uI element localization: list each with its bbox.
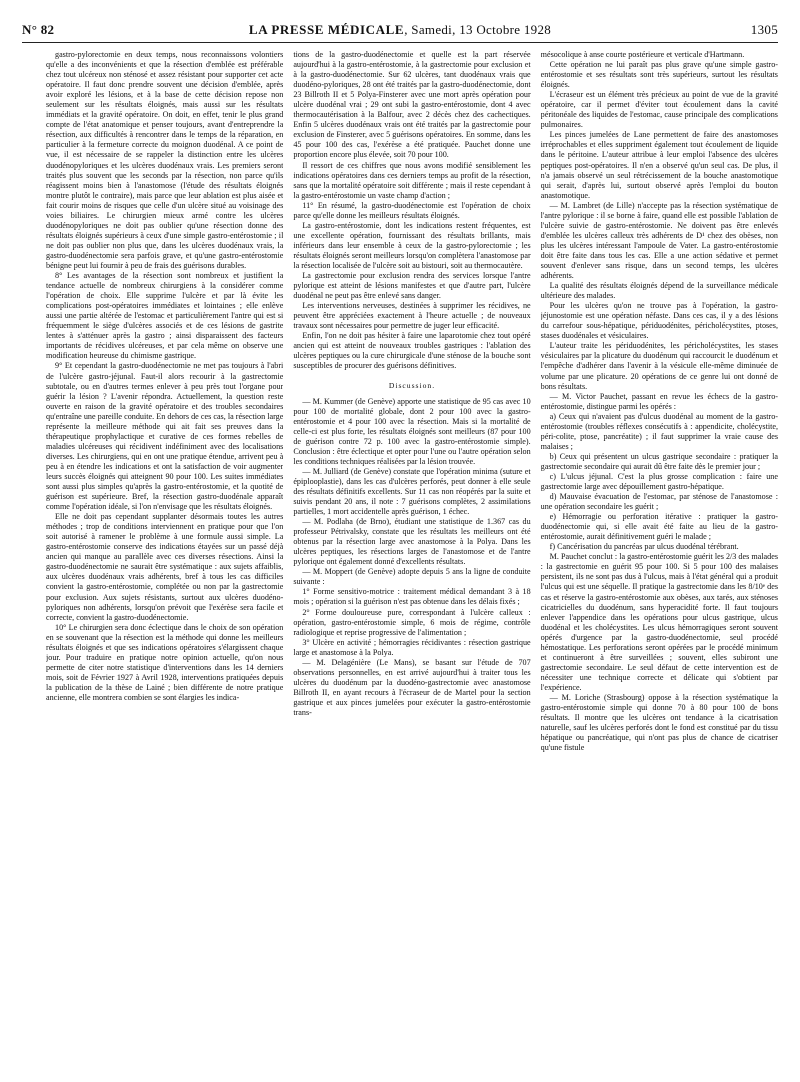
paragraph: 8° Les avantages de la résection sont nombreux et justifient la tendance actuelle de nombreux chirurgiens à la considérer comme l'opération de choix. Elle supprime l'ulcère et par là évite les complications post-opératoires immédiates et lointaines ; elle enlève aussi une partie altérée de l'estomac et particulièrement l'antre qui est si fréquemment le siège d'ulcères associés et de ces lésions de gastrite lentes à s'atténuer après la gastro ; ainsi disparaissent des facteurs importants de récidives ulcéreuses, et par cela même on observe une modification heureuse du chimisme gastrique. xyxy=(46,271,284,361)
masthead xyxy=(22,22,778,38)
paragraph: d) Mauvaise évacuation de l'estomac, par sténose de l'anastomose : une opération secondaire les guérit ; xyxy=(540,492,778,512)
publication-name: LA PRESSE MÉDICALE xyxy=(248,22,405,37)
discussion-paragraph: — M. Delagénière (Le Mans), se basant sur l'étude de 707 observations personnelles, en est arrivé aujourd'hui à traiter tous les ulcères du duodénum par la duodéno-gastrectomie avec anastomose Billroth II, en ayant recours à l'écraseur de de Martel pour la section gastrique et aux pinces jumelées pour exécuter la gastro-entérostomie trans- xyxy=(293,657,531,717)
discussion-paragraph: — M. Julliard (de Genève) constate que l'opération minima (suture et épiplooplastie), dans les cas d'ulcères perforés, peut donner à elle seule des résultats définitifs excellents. Sur 11 cas non réopérés par la suite et suivis pendant 20 ans, il note : 7 guérisons complètes, 2 assimilations partielles, 1 mort accidentelle après guérison, 1 échec. xyxy=(293,466,531,517)
paragraph: La gastro-entérostomie, dont les indications restent fréquentes, est une excellente opération, fournissant des résultats brillants, mais inférieurs dans leur ensemble à ceux de la gastro-pylorectomie ; les résultats éloignés seront meilleurs lorsqu'on complètera l'anastomose par la résection localisée de l'ulcère soit au bistouri, soit au thermocautère. xyxy=(293,220,531,270)
paragraph: — M. Lambret (de Lille) n'accepte pas la résection systématique de l'antre pylorique : il se borne à faire, quand elle est possible l'ablation de l'ulcère suivie de gastro-entérostomie. Ne doivent pas être enlevés d'emblée les ulcères calleux très adhérents de D¹ chez des obèses, non plus les ulcères intéressant l'ampoule de Vater. La gastro-entérostomie doit être faite dans tous les cas. Elle a une action sédative et permet souvent d'enlever sans risque, dans un second temps, les ulcères adhérents. xyxy=(540,200,778,281)
paragraph: Pour les ulcères qu'on ne trouve pas à l'opération, la gastro-jéjunostomie est une opération néfaste. Dans ces cas, il y a des lésions du carrefour sous-hépatique, périduodénites, péricholécystites, ptoses, stases duodénales et vésiculaires. xyxy=(540,301,778,341)
paragraph: mésocolique à anse courte postérieure et verticale d'Hartmann. xyxy=(540,50,745,59)
section-title: Discussion. xyxy=(388,380,436,390)
paragraph: gastro-pylorectomie en deux temps, nous reconnaissons volontiers qu'elle a des inconvénients et que la résection d'emblée est préférable chez tout ulcéreux non sténosé et assez résistant pour supporter cet acte opératoire. Il faut donc prendre souvent une décision d'emblée, après avoir exploré les lésions, et à la base de cette décision repose non seulement sur les résultats éloignés, mais aussi sur les résultats immédiats et la gravité opératoire. On doit, en effet, tenir le plus grand compte de l'état anatomique et penser toujours, avant d'entreprendre la résection, aux difficultés à rencontrer dans le temps de la réparation, en particulier à la fermeture correcte du moignon duodénal. A ce point de vue, il est nécessaire de se rappeler la distinction entre les ulcères duodénopyloriques et les ulcères duodénaux vrais. Les premiers seront traités plus souvent que les seconds par la résection, non parce qu'ils réagissent moins bien à l'anastomose (l'étude des résultats éloignés montre plutôt le contraire), mais parce que leur ablation est plus aisée et fait courir moins de risques que celle d'un ulcère situé au voisinage des voies biliaires. Le chirurgien mieux armé contre les ulcères duodénopyloriques ne doit pas oublier qu'une résection donne des résultats éloignés supérieurs à ceux d'une simple gastro-entérostomie ; il ne doit pas oublier non plus que, dans les ulcères duodénaux vrais, la gastro-duodénectomie sera parfois grave, et qu'une gastro-entérostomie bénigne peut lui fournir à peu de frais des guérisons durables. xyxy=(46,50,284,270)
article-columns xyxy=(46,50,778,1078)
paragraph: Enfin, l'on ne doit pas hésiter à faire une laparotomie chez tout opéré ancien qui est atteint de nouveaux troubles gastriques : l'ablation des ulcères peptiques ou la cure chirurgicale d'une sténose de la bouche sont susceptibles de procurer des guérisons définitives. xyxy=(293,331,531,371)
paragraph: c) L'ulcus jéjunal. C'est la plus grosse complication : faire une gastrectomie large avec dépouillement gastro-hépatique. xyxy=(540,471,778,492)
paragraph: b) Ceux qui présentent un ulcus gastrique secondaire : pratiquer la gastrectomie secondaire qui aurait dû être faite dès le premier jour ; xyxy=(540,451,778,471)
page-header xyxy=(22,20,778,43)
paragraph: La gastrectomie pour exclusion rendra des services lorsque l'antre pylorique est atteint de lésions manifestes et que d'autre part, l'ulcère duodénal ne peut pas être enlevé sans danger. xyxy=(293,271,531,301)
discussion-paragraph: 1° Forme sensitivo-motrice : traitement médical demandant 3 à 18 mois ; opération si la guérison n'est pas obtenue dans les délais fixés ; xyxy=(293,587,531,607)
paragraph: 11° En résumé, la gastro-duodénectomie est l'opération de choix parce qu'elle donne les meilleurs résultats éloignés. xyxy=(293,200,531,220)
paragraph: a) Ceux qui n'avaient pas d'ulcus duodénal au moment de la gastro-entérostomie (troubles réflexes consécutifs à : appendicite, cholécystite, péri-colite, ptose, pancréatite) ; il faut supprimer la vraie cause des malaises ; xyxy=(540,411,778,451)
paragraph: f) Cancérisation du pancréas par ulcus duodénal térébrant. xyxy=(549,542,739,552)
paragraph: — M. Loriche (Strasbourg) oppose à la résection systématique la gastro-entérostomie simple qui donne 70 à 80 pour 100 de bons résultats. Il montre que les ulcères ont tendance à la cicatrisation naturelle, sauf les ulcères perforés dont le fond est constitué par du tissu hépatique ou pancréatique, qui n'ont pas plus de chance de cicatriser qu'une fistule xyxy=(540,693,778,753)
paragraph: Les pinces jumelées de Lane permettent de faire des anastomoses irréprochables et elles suppriment également tout écoulement de liquide dans le péritoine. L'auteur attribue à leur emploi l'absence des ulcères peptiques post-opératoires. Il n'en a observé qu'un seul cas. De plus, il n'a jamais observé un seul rétrécissement de la bouche anastomotique qui serait, d'après lui, surtout observé après l'emploi du bouton anastomotique. xyxy=(540,130,778,200)
paragraph: Les interventions nerveuses, destinées à supprimer les récidives, ne peuvent être appréciées exactement à l'heure actuelle ; de nouveaux travaux sont nécessaires pour permettre de juger leur efficacité. xyxy=(293,301,531,331)
issue-number: N° 82 xyxy=(22,22,55,37)
paragraph: 9° Et cependant la gastro-duodénectomie ne met pas toujours à l'abri de l'ulcère gastro-jéjunal. Faut-il alors recourir à la gastrectomie subtotale, ou en d'autres termes enlever à peu près tout l'organe pour guérir la lésion ? L'avenir répondra. Actuellement, la question reste ouverte en raison de la gravité opératoire et des troubles secondaires qu'entraîne une pareille conduite. En dehors de ces cas, la résection large représente la meilleure méthode qui ait fait ses preuves dans la thérapeutique prophylactique et curative de ces formes rebelles de maladies ulcéreuses qui récidivent indéfiniment avec des localisations diverses. Les chirurgiens, qui en ont une pratique étendue, arrivent peu à peu à en étendre les indications et ont la satisfaction de voir augmenter leurs succès éloignés qui atteignent 90 pour 100. Les suites immédiates sont aussi plus simples qu'après la gastro-entérostomie, et la quotité de guérison est supérieure. Bref, la résection gastro-duodénale apparaît comme l'opération idéale, si l'on n'envisage que les résultats éloignés. xyxy=(46,361,284,512)
discussion-paragraph: 2° Forme douloureuse pure, correspondant à l'ulcère calleux : opération, gastro-entérostomie simple, 6 mois de régime, contrôle radiologique et reprise progressive de l'alimentation ; xyxy=(293,607,531,637)
discussion-paragraph: — M. Moppert (de Genève) adopte depuis 5 ans la ligne de conduite suivante : xyxy=(293,567,531,587)
discussion-paragraph: — M. Podlaha (de Brno), étudiant une statistique de 1.367 cas du professeur Pétrivalsky, constate que les résultats les meilleurs ont été obtenus par la résection large avec anastomose à la Polya. Dans les ulcères peptiques, les résections larges de l'anastomose et de l'antre pylorique ont également donné d'excellents résultats. xyxy=(293,517,531,567)
paragraph: 10° Le chirurgien sera donc éclectique dans le choix de son opération en se souvenant que la résection est la méthode qui donne les meilleurs résultats éloignés et que ses indications opératoires s'élargissent chaque jour. Pour traduire en pratique notre opinion actuelle, qu'on nous permette de citer notre statistique d'interventions dans les 14 derniers mois, soit de Février 1927 à Avril 1928, interventions pratiquées depuis la publication de la thèse de Lainé ; bien différente de notre pratique ancienne, elle montrera combien se sont élargies les indica- xyxy=(46,622,284,702)
paragraph: La qualité des résultats éloignés dépend de la surveillance médicale ultérieure des malades. xyxy=(540,281,778,301)
paragraph: Elle ne doit pas cependant supplanter désormais toutes les autres méthodes ; trop de conditions interviennent en pratique pour que l'on soit autorisé à ramener le problème à une formule aussi simple. La gastro-entérostomie conserve des indications étayées sur un passé déjà ancien qui manque au parallèle avec ces diverses résections. Ainsi la gastro-duodénectomie ne saurait être systématique : aux sujets affaiblis, aux ulcères duodénaux vrais adhérents, bref à tous les cas difficiles convient la gastro-entérostomie, complétée ou non par la gastrectomie pour exclusion. Aux sujets résistants, surtout aux ulcères duodéno-pyloriques non adhérents, lorsqu'on prévoit que l'exérèse sera facile et correcte, convient la gastro-duodénectomie. xyxy=(46,512,284,622)
paragraph: Cette opération ne lui paraît pas plus grave qu'une simple gastro-entérostomie et ses résultats sont très supérieurs, surtout les résultats éloignés. xyxy=(540,60,778,90)
paragraph: e) Hémorragie ou perforation itérative : pratiquer la gastro-duodénectomie qui, si elle avait été faite au lieu de la gastro-entérostomie, aurait définitivement guéri le malade ; xyxy=(540,512,778,542)
column-right xyxy=(541,50,778,1078)
issue-date: , Samedi, 13 Octobre 1928 xyxy=(404,22,552,37)
discussion-paragraph: 3° Ulcère en activité ; hémorragies récidivantes : résection gastrique large et anastomose à la Polya. xyxy=(293,637,531,657)
paragraph: L'écraseur est un élément très précieux au point de vue de la gravité opératoire, car il permet d'éviter tout écoulement dans la cavité péritonéale des liquides de l'estomac, cause principale des complications pulmonaires. xyxy=(540,90,778,130)
paragraph: — M. Victor Pauchet, passant en revue les échecs de la gastro-entérostomie, distingue parmi les opérés : xyxy=(540,391,778,411)
page-number: 1305 xyxy=(750,22,778,37)
paragraph: tions de la gastro-duodénectomie et quelle est la part réservée aujourd'hui à la gastro-entérostomie, à la gastrectomie pour exclusion et à la gastro-duodénectomie. Sur 62 ulcères, tant duodénaux vrais que duodéno-pyloriques, 28 ont été traités par la gastro-duodénectomie, dont 23 Billroth II et 5 Polya-Finsterer avec une mort après opération pour ulcère duodénal vrai ; 29 ont subi la gastro-entérostomie, dont 4 avec thermocautérisation à la Balfour, avec 2 décès chez des cachectiques. Enfin 5 ulcères duodénaux vrais ont été traités par la gastrectomie pour exclusion de Finsterer, avec 5 guérisons opératoires. En somme, dans les 45 pour 100 des cas, l'exérèse a été pratiquée. Pauchet donne une proportion encore plus élevée, soit 70 pour 100. xyxy=(293,50,531,160)
paragraph: Il ressort de ces chiffres que nous avons modifié sensiblement les indications opératoires dans ces derniers temps au profit de la résection, sans que la mortalité opératoire soit différente ; mais il reste cependant à la gastro-entérostomie un vaste champ d'action ; xyxy=(293,160,531,200)
column-left xyxy=(46,50,283,1078)
discussion-paragraph: — M. Kummer (de Genève) apporte une statistique de 95 cas avec 10 pour 100 de mortalité globale, dont 2 pour 100 avec la gastro-entérostomie et 4 pour 100 avec la résection. Mais si la mortalité de celle-ci est plus forte, les résultats éloignés sont meilleurs (87 pour 100 de guérison contre 72 p. 100 avec la gastro-entérostomie simple). Conclusion : être éclectique et opter pour l'une ou l'autre opération selon les conditions techniques réalisées par la lésion trouvée. xyxy=(293,396,531,466)
column-middle xyxy=(293,50,530,1078)
paragraph: M. Pauchet conclut : la gastro-entérostomie guérit les 2/3 des malades : la gastrectomie en guérit 95 pour 100. Si 5 pour 100 des malaises persistent, ils ne sont pas dus à l'ulcus, mais à l'état général qui a produit l'ulcus qui est une séquelle. Il pratique la gastrectomie dans les 8/10ᵉ des cas et réserve la gastro-entérostomie aux obèses, aux tarés, aux sténoses cicatricielles du duodénum, sans hyperacidité forte. Il faut toujours enlever l'appendice dans les opérations pour ulcus gastrique, ulcus duodénal et les cholécystites. Les ulcus hémorragiques seront souvent opérés d'urgence par la gastro-duodénectomie, seul procédé hémostatique. Les perforations seront opérées par le procédé minimum et continueront à être surveillées ; souvent, elles subiront une gastrectomie secondaire. Le seul défaut de cette intervention est de nécessiter une technique correcte et délicate qui s'obtient par l'expérience. xyxy=(540,552,778,692)
paragraph: L'auteur traite les périduodénites, les péricholécystites, les stases vésiculaires par la plicature du duodénum qui raccourcit le duodénum et l'empêche d'adhérer dans l'avenir à la vésicule elle-même diminuée de volume par une plicature. 20 opérations de ce genre lui ont donné de bons résultats. xyxy=(540,341,778,391)
